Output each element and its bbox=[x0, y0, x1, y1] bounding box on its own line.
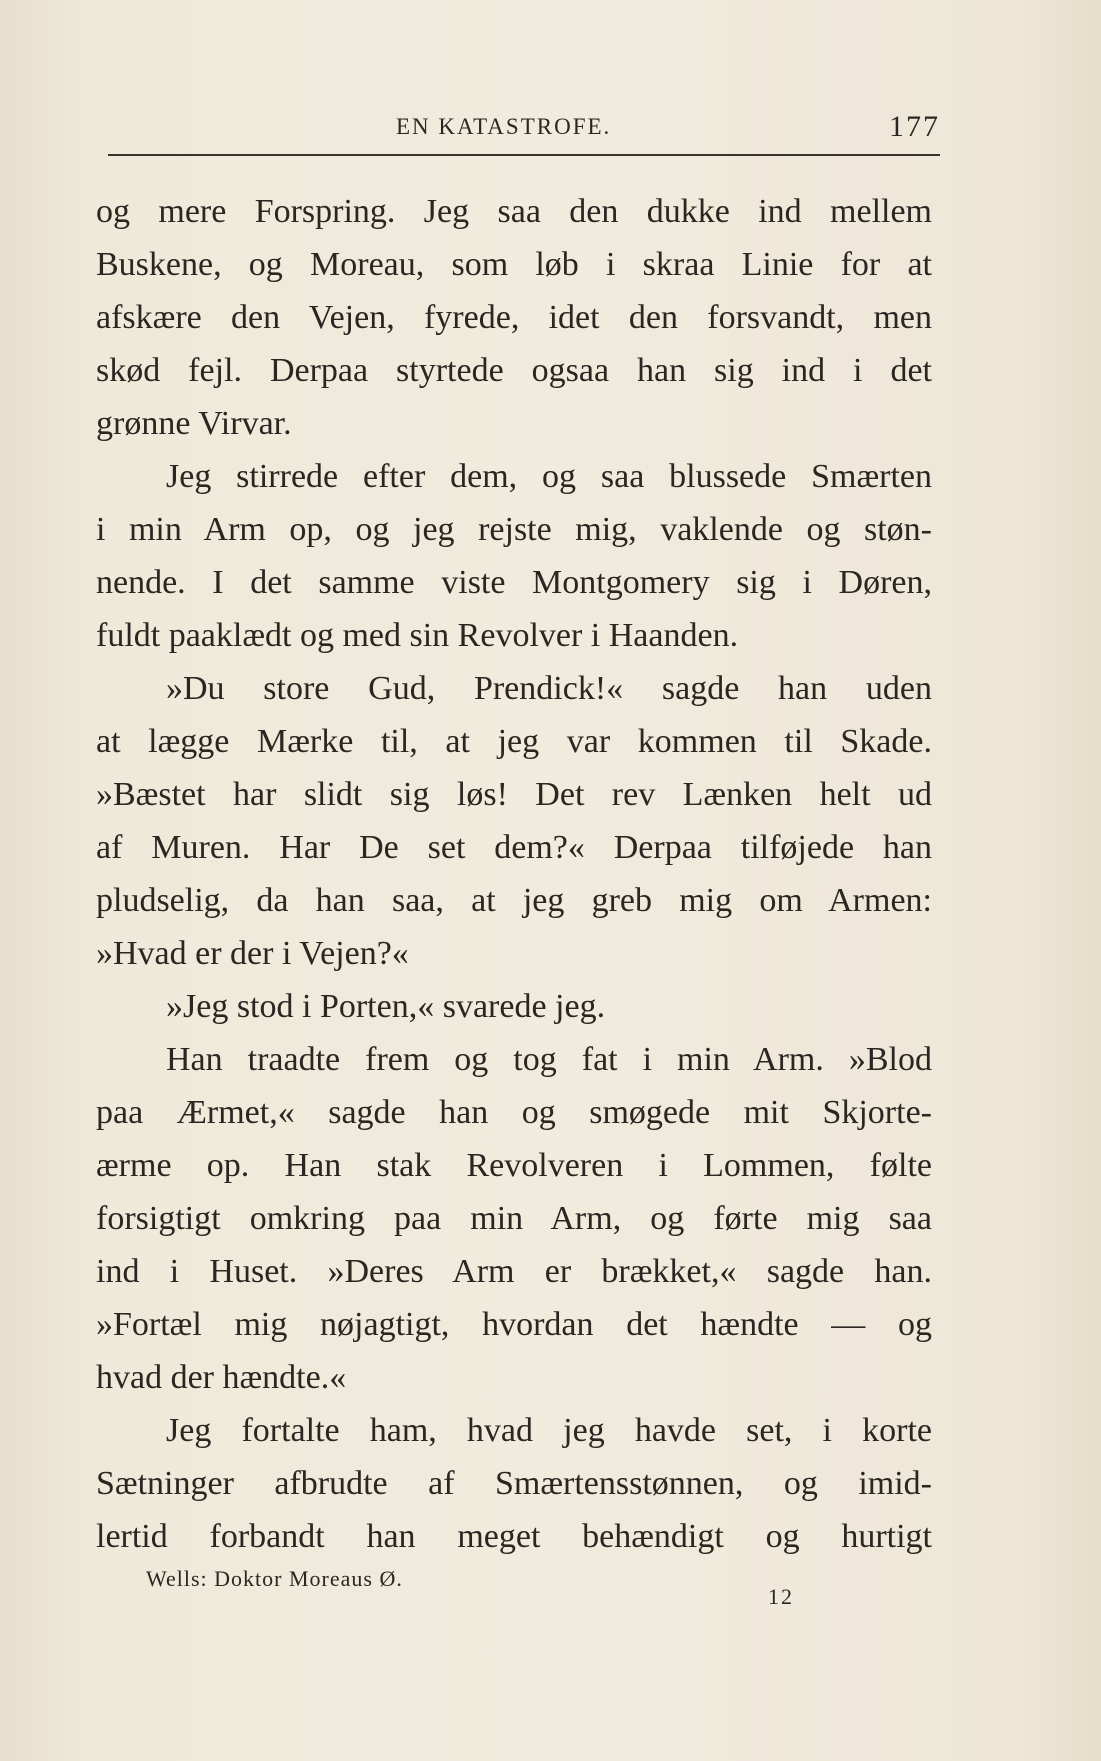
text-line: »Jeg stod i Porten,« svarede jeg. bbox=[166, 988, 606, 1025]
text-line: grønne Virvar. bbox=[96, 405, 292, 442]
text-line: af Muren. Har De set dem?« Derpaa tilføjede han bbox=[96, 829, 932, 866]
text-line: nende. I det samme viste Montgomery sig i Døren, bbox=[96, 564, 932, 601]
running-title: EN KATASTROFE. bbox=[396, 114, 612, 139]
text-line: afskære den Vejen, fyrede, idet den forsvandt, men bbox=[96, 299, 932, 336]
text-line: »Fortæl mig nøjagtigt, hvordan det hændte — og bbox=[96, 1306, 932, 1343]
text-line: at lægge Mærke til, at jeg var kommen til Skade. bbox=[96, 723, 932, 760]
text-line: Sætninger afbrudte af Smærtensstønnen, og imid- bbox=[96, 1465, 932, 1502]
text-line: forsigtigt omkring paa min Arm, og førte mig saa bbox=[96, 1200, 932, 1237]
page-number: 177 bbox=[889, 110, 940, 143]
text-line: skød fejl. Derpaa styrtede ogsaa han sig ind i det bbox=[96, 352, 932, 389]
text-line: »Hvad er der i Vejen?« bbox=[96, 935, 409, 972]
text-line: Jeg stirrede efter dem, og saa blussede Smærten bbox=[166, 458, 932, 495]
text-line: Jeg fortalte ham, hvad jeg havde set, i korte bbox=[166, 1412, 932, 1449]
text-line: ind i Huset. »Deres Arm er brækket,« sagde han. bbox=[96, 1253, 932, 1290]
text-line: paa Ærmet,« sagde han og smøgede mit Skjorte- bbox=[96, 1094, 932, 1131]
text-line: hvad der hændte.« bbox=[96, 1359, 347, 1396]
body-text bbox=[96, 185, 932, 1563]
text-line: og mere Forspring. Jeg saa den dukke ind mellem bbox=[96, 193, 932, 230]
text-line: pludselig, da han saa, at jeg greb mig om Armen: bbox=[96, 882, 932, 919]
signature-mark: Wells: Doktor Moreaus Ø. bbox=[146, 1566, 403, 1591]
text-line: Han traadte frem og tog fat i min Arm. »Blod bbox=[166, 1041, 932, 1078]
sheet-number: 12 bbox=[768, 1584, 794, 1609]
text-line: fuldt paaklædt og med sin Revolver i Haanden. bbox=[96, 617, 739, 654]
text-line: Buskene, og Moreau, som løb i skraa Linie for at bbox=[96, 246, 932, 283]
page-header bbox=[108, 108, 940, 154]
page-footer bbox=[146, 1562, 796, 1609]
text-line: lertid forbandt han meget behændigt og hurtigt bbox=[96, 1518, 932, 1555]
text-line: i min Arm op, og jeg rejste mig, vaklende og støn- bbox=[96, 511, 932, 548]
text-line: »Bæstet har slidt sig løs! Det rev Lænken helt ud bbox=[96, 776, 932, 813]
text-line: »Du store Gud, Prendick!« sagde han uden bbox=[166, 670, 932, 707]
header-rule bbox=[108, 154, 940, 156]
text-line: ærme op. Han stak Revolveren i Lommen, følte bbox=[96, 1147, 932, 1184]
